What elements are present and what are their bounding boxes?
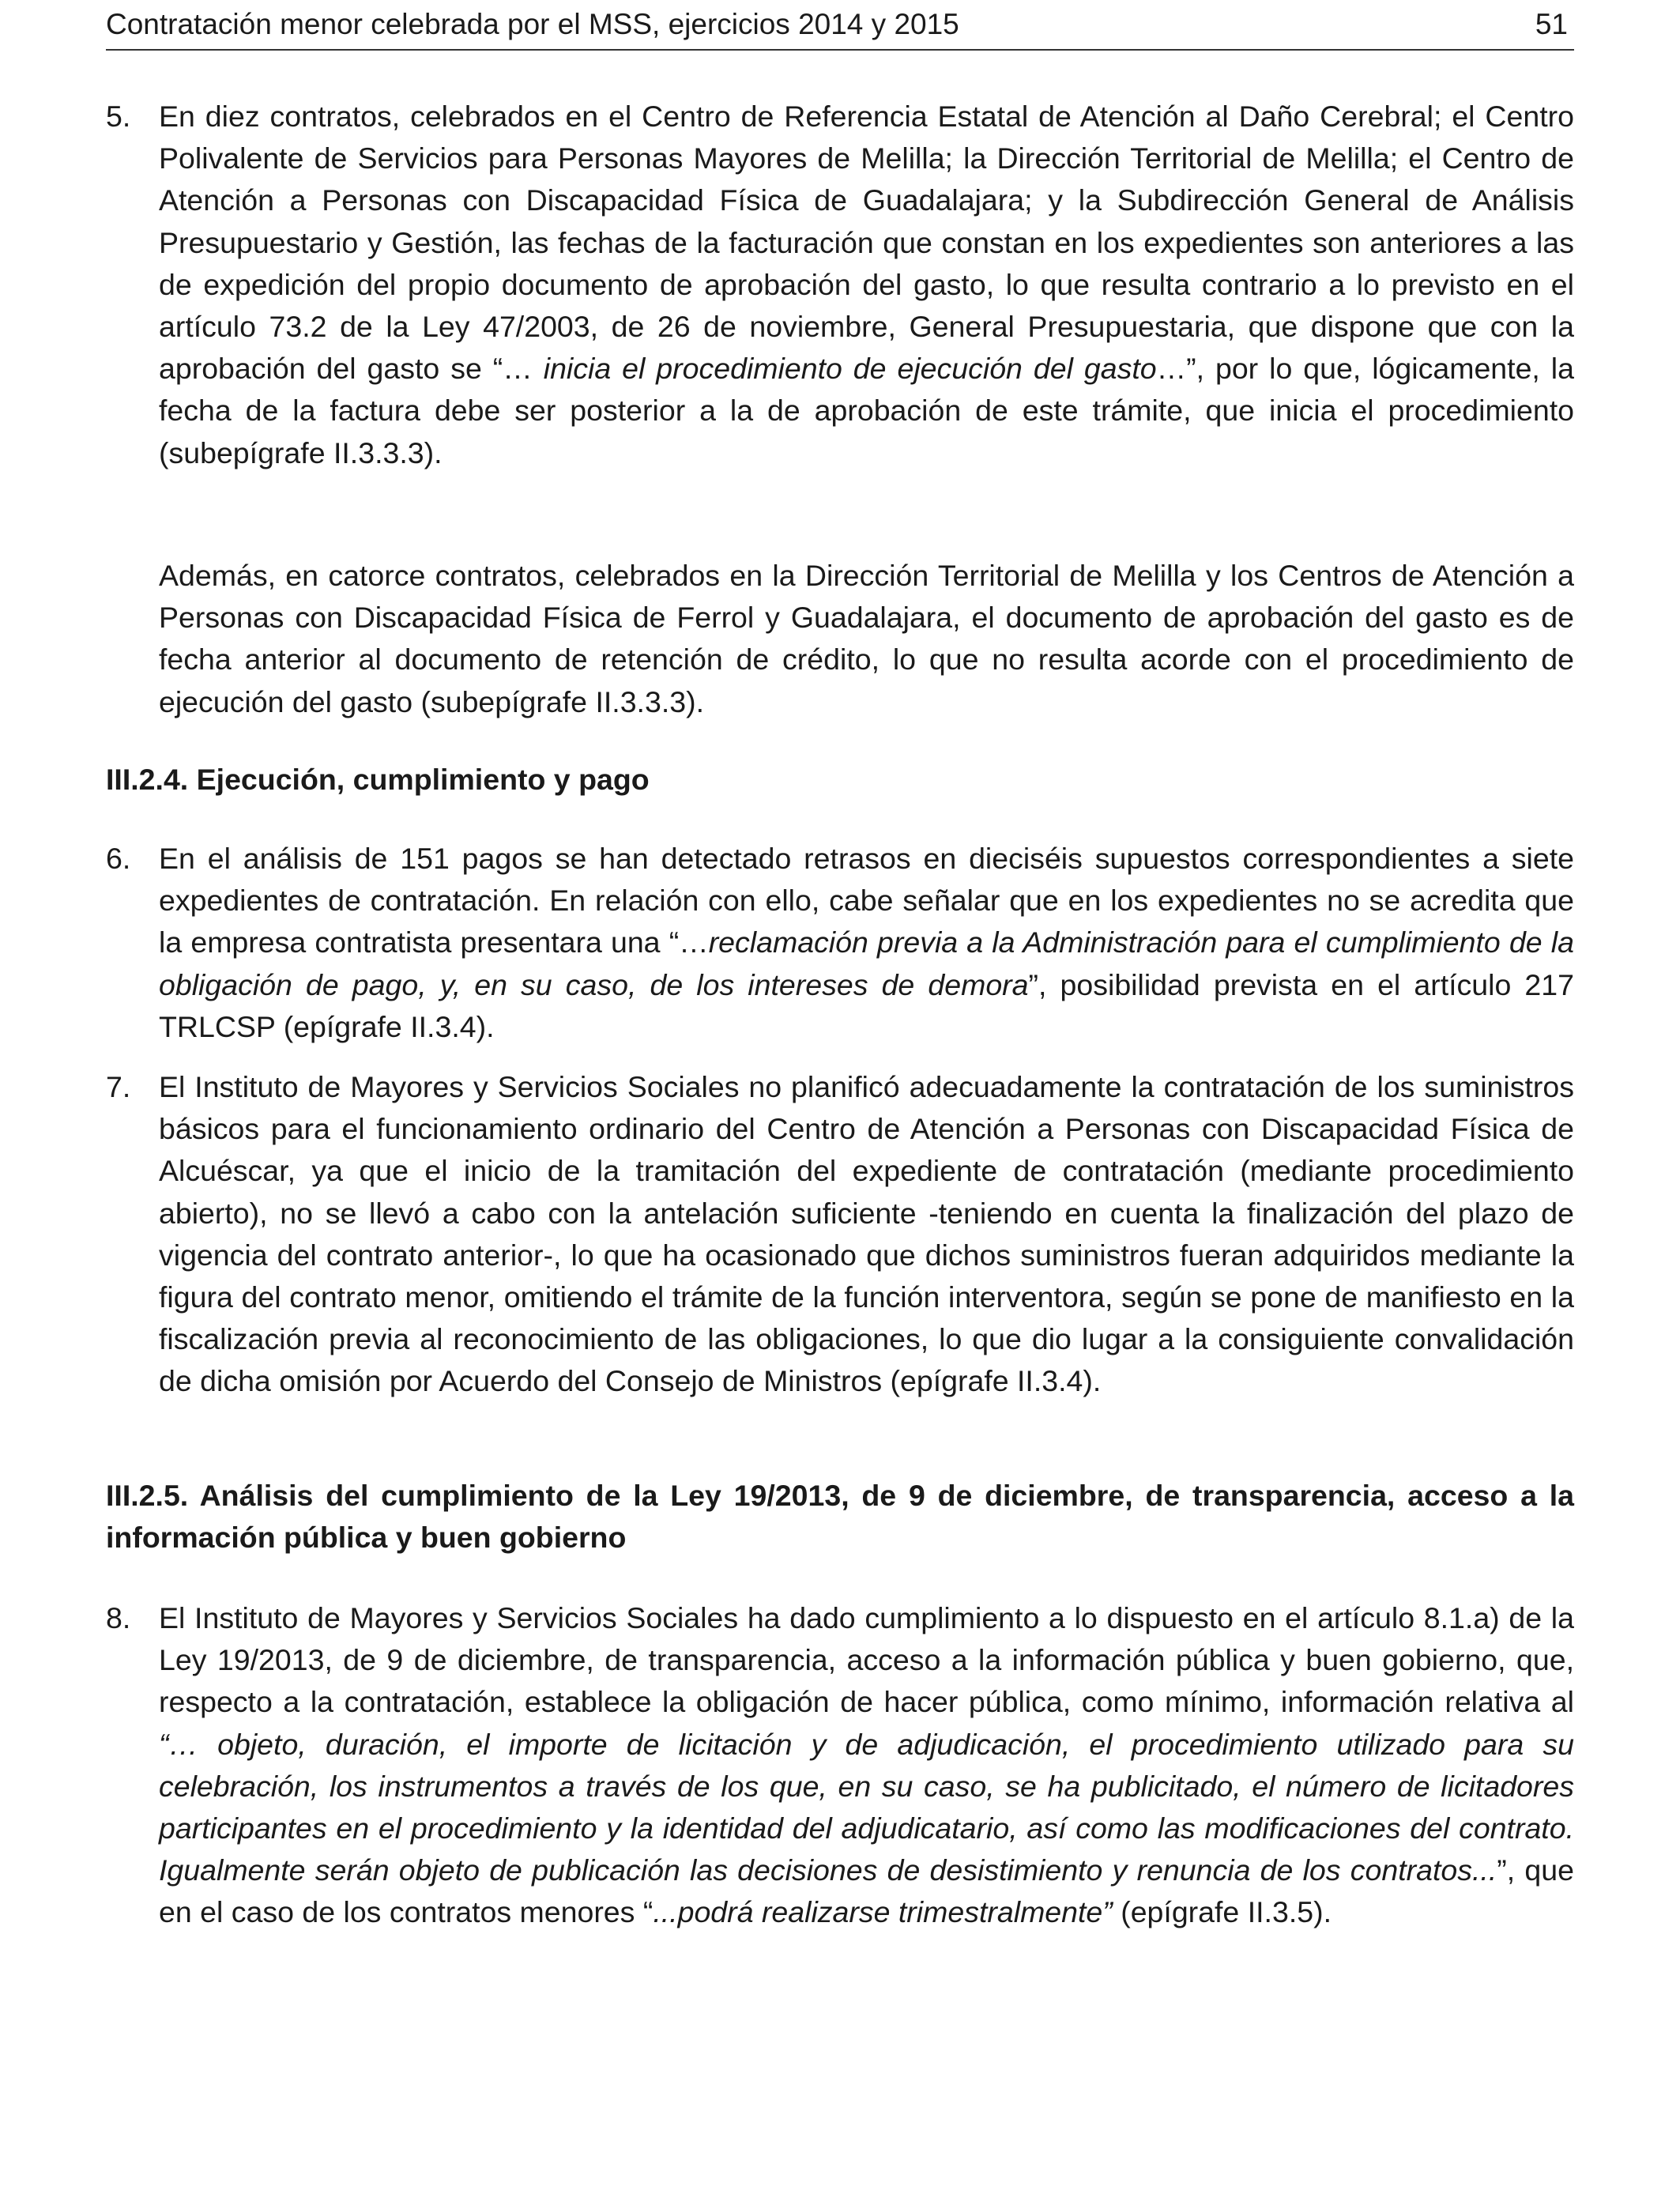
item-quote: reclamación previa a la Administración para el cumplimiento de la obligación de pago, y, en su caso, de los intereses de demora: [159, 925, 1574, 1001]
item-body: [159, 838, 1574, 1048]
header-title: Contratación menor celebrada por el MSS, ejercicios 2014 y 2015: [106, 8, 959, 40]
item-body: [159, 96, 1574, 474]
item-quote: “… objeto, duración, el importe de licitación y de adjudicación, el procedimiento utilizado para su celebración, los instrumentos a través de los que, en su caso, se ha publicitado, el número de licitadores participantes en el procedimiento y la identidad del adjudicatario, así como las modificaciones del contrato. Igualmente serán objeto de publicación las decisiones de desistimiento y renuncia de los contratos...: [159, 1727, 1574, 1887]
item-text: En el análisis de 151 pagos se han detectado retrasos en dieciséis supuestos correspondientes a siete expedientes de contratación. En relación con ello, cabe señalar que en los expedientes no se acredita que la empresa contratista presentara una “…: [159, 842, 1574, 959]
paragraph-text: Además, en catorce contratos, celebrados en la Dirección Territorial de Melilla y los Centros de Atención a Personas con Discapacidad Física de Ferrol y Guadalajara, el documento de aprobación del gasto es de fecha anterior al documento de retención de crédito, lo que no resulta acorde con el procedimiento de ejecución del gasto (subepígrafe II.3.3.3).: [159, 559, 1574, 718]
item-quote-2: ...podrá realizarse trimestralmente”: [653, 1895, 1113, 1929]
page-number: 51: [1535, 8, 1568, 40]
item-text-continued: ”, que en el caso de los contratos menores “: [159, 1853, 1574, 1929]
item-text-end: (epígrafe II.3.5).: [1112, 1895, 1332, 1929]
finding-item-6: [106, 838, 1574, 1048]
item-number: 5.: [106, 100, 131, 133]
item-text-continued: …”, por lo que, lógicamente, la fecha de la factura debe ser posterior a la de aprobación de este trámite, que inicia el procedimiento (subepígrafe II.3.3.3).: [159, 352, 1574, 469]
item-number: 7.: [106, 1070, 131, 1103]
finding-item-8: [106, 1597, 1574, 1934]
document-page: [106, 0, 1574, 1929]
finding-item-5: [106, 96, 1574, 474]
item-text: El Instituto de Mayores y Servicios Sociales ha dado cumplimiento a lo dispuesto en el artículo 8.1.a) de la Ley 19/2013, de 9 de diciembre, de transparencia, acceso a la información pública y buen gobierno, que, respecto a la contratación, establece la obligación de hacer pública, como mínimo, información relativa al: [159, 1601, 1574, 1719]
item-quote: inicia el procedimiento de ejecución del gasto: [543, 352, 1157, 386]
section-heading-3-2-4: III.2.4. Ejecución, cumplimiento y pago: [106, 763, 650, 796]
item-body: El Instituto de Mayores y Servicios Sociales no planificó adecuadamente la contratación de los suministros básicos para el funcionamiento ordinario del Centro de Atención a Personas con Discapacidad Física de Alcuéscar, ya que el inicio de la tramitación del expediente de contratación (mediante procedimiento abierto), no se llevó a cabo con la antelación suficiente -teniendo en cuenta la finalización del plazo de vigencia del contrato anterior-, lo que ha ocasionado que dichos suministros fueran adquiridos mediante la figura del contrato menor, omitiendo el trámite de la función interventora, según se pone de manifiesto en la fiscalización previa al reconocimiento de las obligaciones, lo que dio lugar a la consiguiente convalidación de dicha omisión por Acuerdo del Consejo de Ministros (epígrafe II.3.4).: [159, 1070, 1574, 1398]
section-heading-3-2-5: III.2.5. Análisis del cumplimiento de la Ley 19/2013, de 9 de diciembre, de transparencia, acceso a la información pública y buen gobierno: [106, 1479, 1574, 1555]
item-text: En diez contratos, celebrados en el Centro de Referencia Estatal de Atención al Daño Cerebral; el Centro Polivalente de Servicios para Personas Mayores de Melilla; la Dirección Territorial de Melilla; el Centro de Atención a Personas con Discapacidad Física de Guadalajara; y la Subdirección General de Análisis Presupuestario y Gestión, las fechas de la facturación que constan en los expedientes son anteriores a las de expedición del propio documento de aprobación del gasto, lo que resulta contrario a lo previsto en el artículo 73.2 de la Ley 47/2003, de 26 de noviembre, General Presupuestaria, que dispone que con la aprobación del gasto se “…: [159, 100, 1574, 386]
finding-item-7: [106, 1066, 1574, 1403]
item-body: [159, 1597, 1574, 1934]
page-header: [106, 0, 1574, 51]
item-number: 8.: [106, 1601, 131, 1634]
item-text-continued: ”, posibilidad prevista en el artículo 217 TRLCSP (epígrafe II.3.4).: [159, 967, 1574, 1043]
item-number: 6.: [106, 842, 131, 875]
finding-item-5-paragraph-2: [106, 555, 1574, 723]
